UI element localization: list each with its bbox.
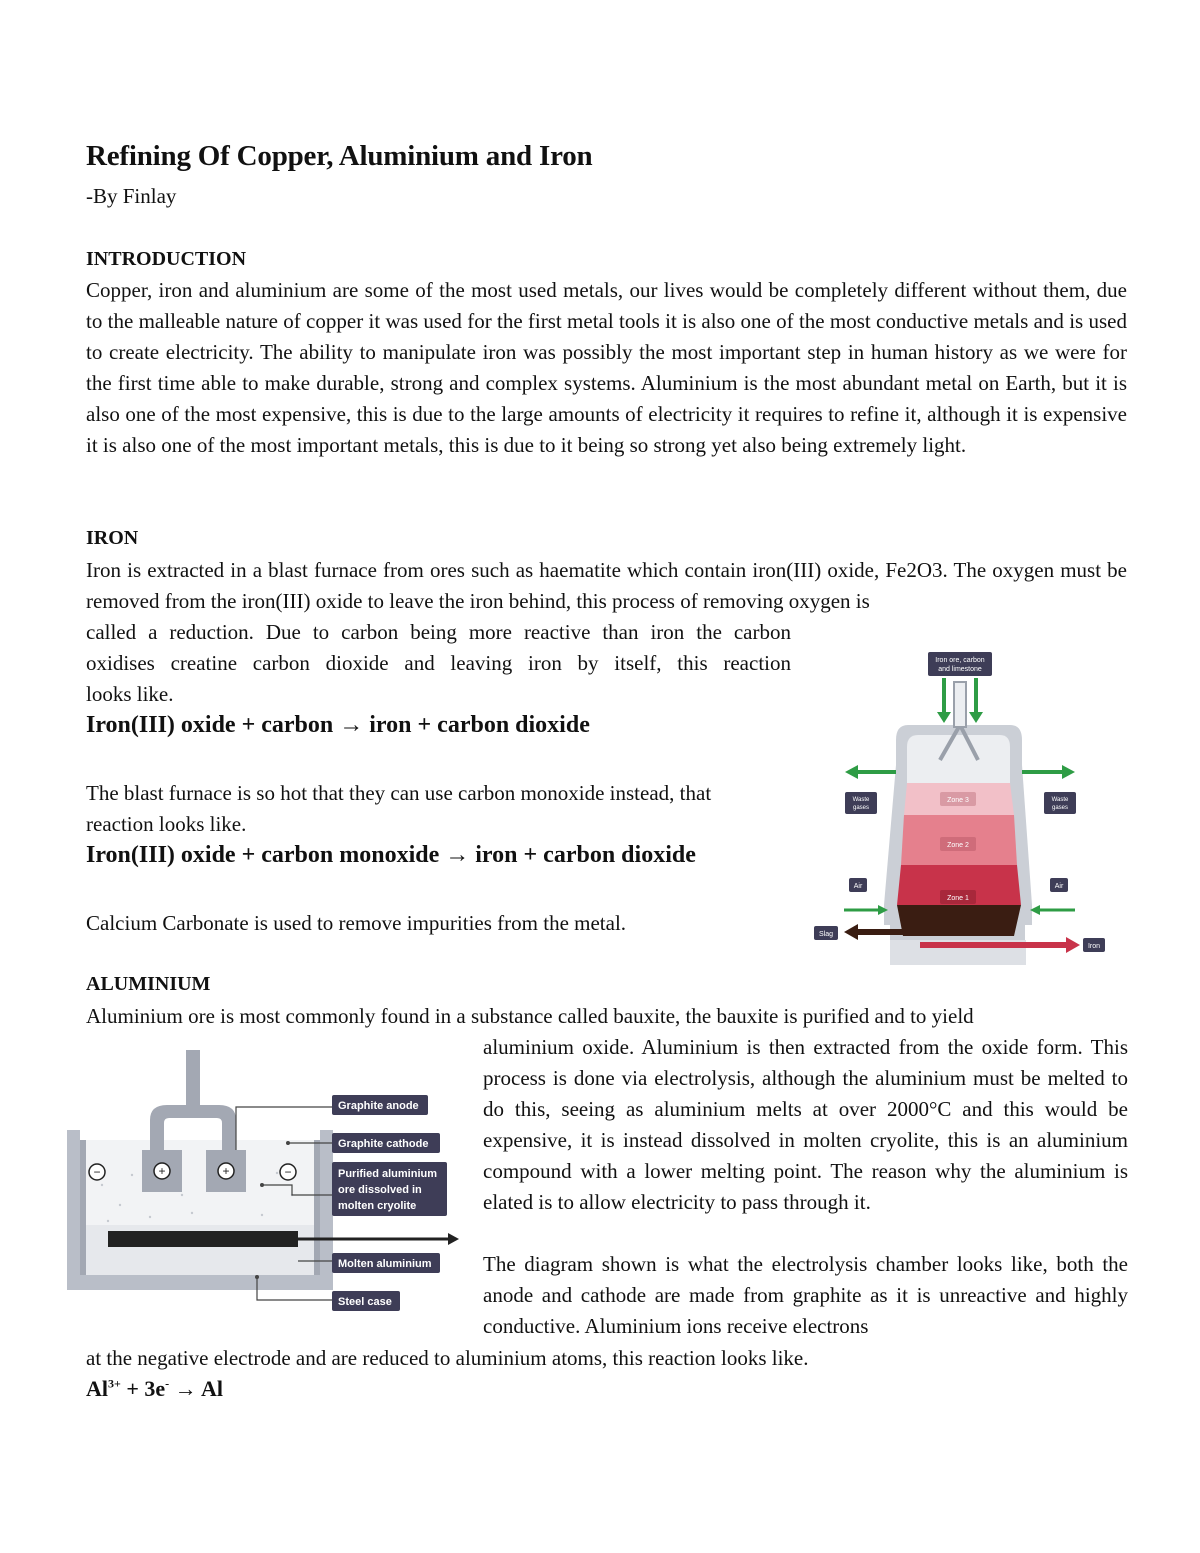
electrolysis-diagram <box>62 1045 462 1315</box>
furnace-top <box>907 735 1010 775</box>
waste-left-line-2: gases <box>852 805 870 811</box>
anode-rod <box>186 1050 200 1105</box>
aluminium-heading: ALUMINIUM <box>86 973 211 995</box>
iron-line-2: oxidises creatine carbon dioxide and leaving iron by itself, this reaction <box>86 651 791 675</box>
waste-right-line-1: Waste <box>1051 797 1069 803</box>
anode-label: Graphite anode <box>338 1100 419 1112</box>
molten-label: Molten aluminium <box>338 1258 432 1270</box>
iron-line-3: looks like. <box>86 682 174 706</box>
zone-2-label: Zone 2 <box>947 842 969 849</box>
aluminium-side-text: aluminium oxide. Aluminium is then extracted from the oxide form. This process is done via electrolysis, although the aluminium must be melted to do this, seeing as aluminium melts at over 2000°C and this would be expensive, it is instead dissolved in molten cryolite, this is an aluminium compound with a lower melting point. The reason why the aluminium is elated is to allow electricity to pass through it. <box>483 1035 1128 1214</box>
iron-line-1: called a reduction. Due to carbon being more reactive than iron the carbon <box>86 620 791 644</box>
monoxide-line-1: The blast furnace is so hot that they can use carbon monoxide instead, that <box>86 781 712 805</box>
blast-furnace-diagram <box>800 640 1120 970</box>
cathode-label: Graphite cathode <box>338 1138 429 1150</box>
purified-label-2: ore dissolved in <box>338 1184 422 1196</box>
aluminium-diagram-text: The diagram shown is what the electrolysis chamber looks like, both the anode and cathode are made from graphite as it is unreactive and highly conductive. Aluminium ions receive electrons <box>483 1252 1128 1338</box>
molten-aluminium-bar <box>108 1231 298 1247</box>
aluminium-last-line: at the negative electrode and are reduced to aluminium atoms, this reaction looks like. <box>86 1346 809 1370</box>
waste-left-line-1: Waste <box>852 797 870 803</box>
air-left-label: Air <box>853 883 863 890</box>
aluminium-first-line: Aluminium ore is most commonly found in a substance called bauxite, the bauxite is purified and to yield <box>86 1004 974 1028</box>
iron-paragraph: Iron is extracted in a blast furnace from ores such as haematite which contain iron(III) oxide, Fe2O3. The oxygen must be removed from the iron(III) oxide to leave the iron behind, this process of removing oxygen is <box>86 558 1127 613</box>
air-right-label: Air <box>1054 883 1064 890</box>
aluminium-equation <box>86 1376 223 1402</box>
zone-3-label: Zone 3 <box>947 797 969 804</box>
intro-heading: INTRODUCTION <box>86 248 247 270</box>
calcium-line: Calcium Carbonate is used to remove impurities from the metal. <box>86 911 627 935</box>
monoxide-line-2: reaction looks like. <box>86 812 247 836</box>
waste-right-line-2: gases <box>1051 805 1069 811</box>
steel-label: Steel case <box>338 1296 392 1308</box>
page-title: Refining Of Copper, Aluminium and Iron <box>86 140 593 172</box>
eq-electrons: + 3e <box>120 1376 166 1401</box>
iron-label: Iron <box>1087 943 1101 950</box>
iron-heading: IRON <box>86 527 139 549</box>
iron-equation-2: Iron(III) oxide + carbon monoxide → iron + carbon dioxide <box>86 842 696 868</box>
anode-right-symbol: + <box>222 1164 230 1178</box>
eq-charge: 3+ <box>108 1376 121 1391</box>
purified-label-1: Purified aluminium <box>338 1168 438 1180</box>
purified-label-3: molten cryolite <box>338 1200 417 1212</box>
iron-equation-1: Iron(III) oxide + carbon → iron + carbon dioxide <box>86 712 590 738</box>
zone-1-label: Zone 1 <box>947 895 969 902</box>
eq-product: → Al <box>169 1376 223 1401</box>
anode-left-symbol: + <box>158 1164 166 1178</box>
slag-label: Slag <box>818 931 834 938</box>
eq-al: Al <box>86 1376 108 1401</box>
input-label-line-2: and limestone <box>938 666 982 673</box>
eq-electron-sign: - <box>165 1376 170 1391</box>
cathode-left-symbol: − <box>93 1165 101 1179</box>
author-line: -By Finlay <box>86 184 177 208</box>
intro-paragraph: Copper, iron and aluminium are some of the most used metals, our lives would be completely different without them, due to the malleable nature of copper it was used for the first metal tools it is also one of the most conductive metals and is used to create electricity. The ability to manipulate iron was possibly the most important step in human history as we were for the first time able to make durable, strong and complex systems. Aluminium is the most abundant metal on Earth, but it is also one of the most expensive, this is due to the large amounts of electricity it requires to refine it, although it is expensive it is also one of the most important metals, this is due to it being so strong yet also being extremely light. <box>86 278 1127 457</box>
input-label-line-1: Iron ore, carbon <box>935 657 985 664</box>
cathode-right-symbol: − <box>284 1165 292 1179</box>
